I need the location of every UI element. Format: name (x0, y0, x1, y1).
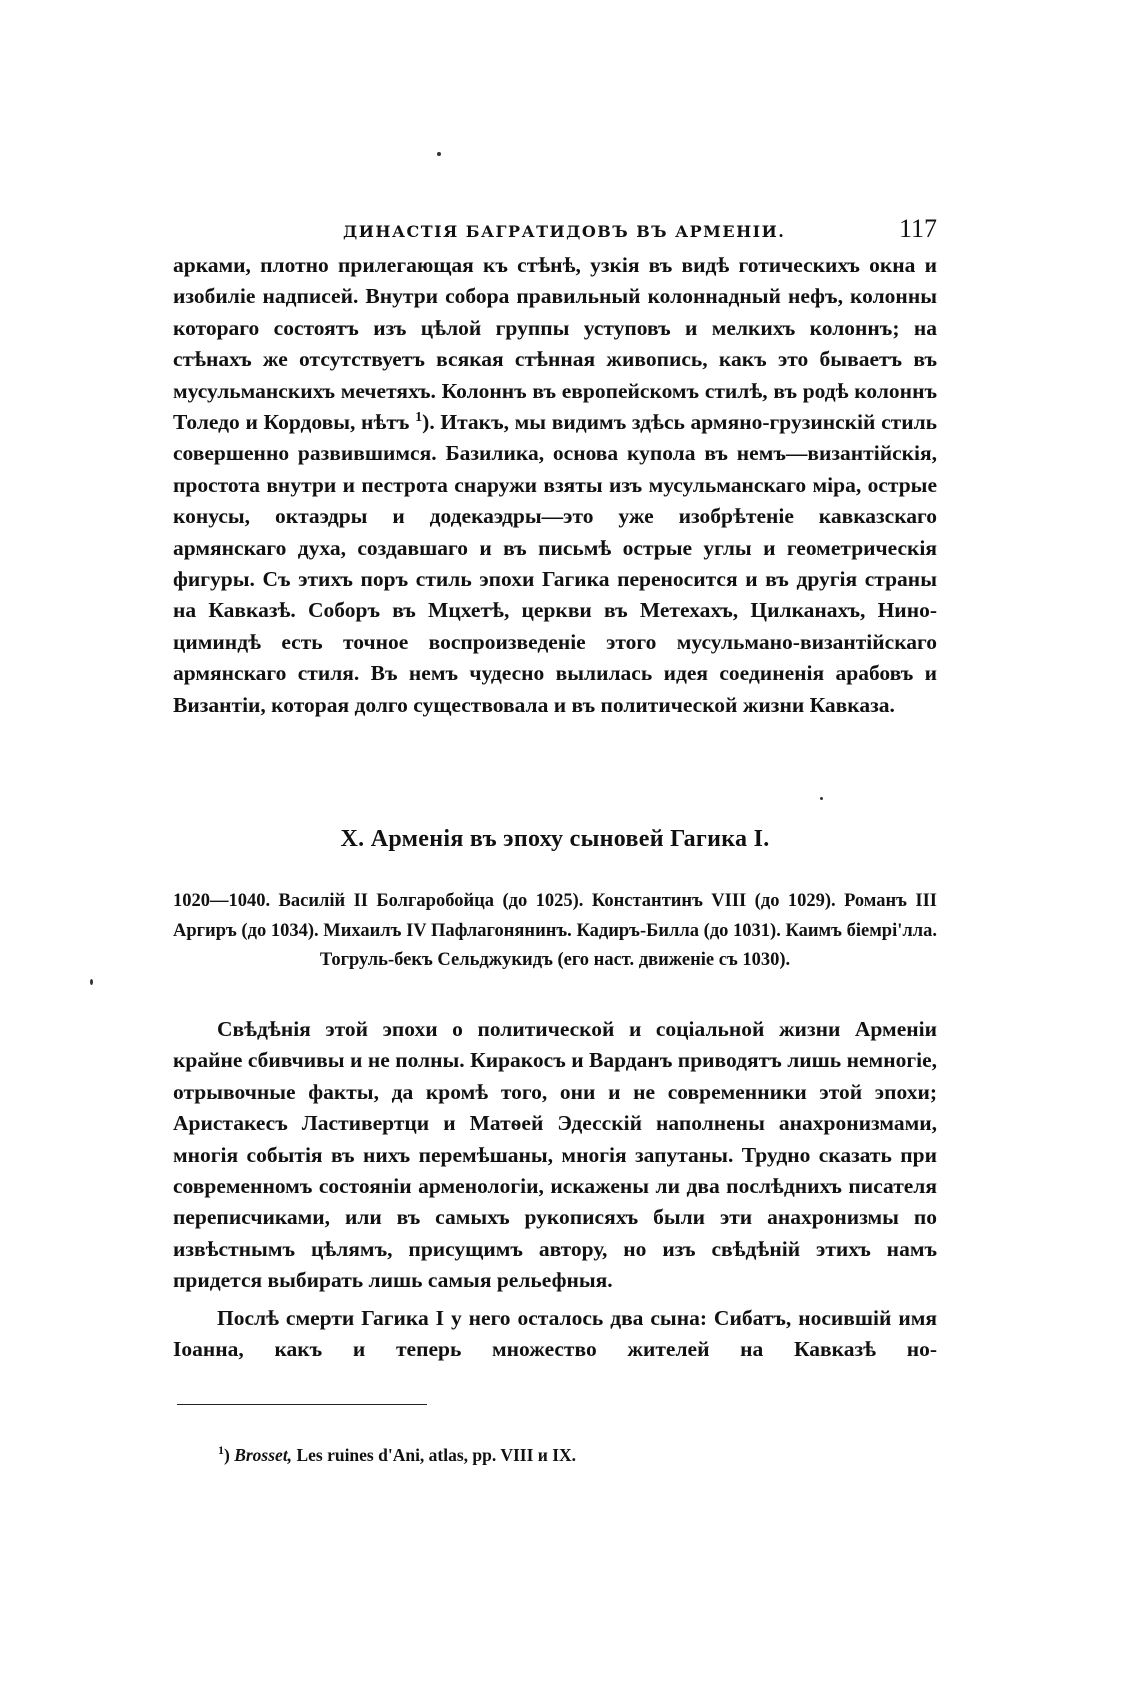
paragraph-sources (173, 1014, 937, 1365)
paragraph-sons-text: Послѣ смерти Гагика I у него осталось два сына: Сибатъ, носившій имя Іоанна, какъ и теперь множество жителей на Кавказѣ но- (173, 1305, 937, 1362)
page-header (173, 214, 937, 254)
footnote-paren: ) (224, 1444, 230, 1465)
footnote-reference: 1 (415, 409, 423, 425)
print-speck-top (437, 152, 441, 156)
paragraph-text (173, 250, 937, 721)
paragraph-text-part2: ). Итакъ, мы видимъ здѣсь армяно-грузинскій стиль совершенно развившимся. Базилика, основа купола въ немъ—византійскія, простота внутри и пестрота снаружи взяты изъ мусульманскаго міра, острые конусы, октаэдры и додекаэдры—это уже изобрѣтеніе кавказскаго армянскаго духа, создавшаго и въ письмѣ острые углы и геометрическія фигуры. Съ этихъ поръ стиль эпохи Гагика переносится и въ другія страны на Кавказѣ. Соборъ въ Мцхетѣ, церкви въ Метехахъ, Цилканахъ, Нино-циминдѣ есть точное воспроизведеніе этого мусульмано-византійскаго армянскаго стиля. Въ немъ чудесно вылилась идея соединенія арабовъ и Византіи, которая долго существовала и въ политической жизни Кавказа. (173, 410, 938, 717)
chronology-summary: 1020—1040. Василій II Болгаробойца (до 1025). Константинъ VIII (до 1029). Романъ III Аргиръ (до 1034). Михаилъ IV Пафлагонянинъ. Кадиръ-Билла (до 1031). Каимъ біемрі'лла. Тогруль-бекъ Сельджукидъ (его наст. движеніе съ 1030). (173, 891, 937, 970)
section-heading: X. Арменія въ эпоху сыновей Гагика I. (340, 826, 770, 852)
footnote-divider (177, 1404, 427, 1405)
paragraph-sources-text: Свѣдѣнія этой эпохи о политической и соціальной жизни Арменіи крайне сбивчивы и не полны. Киракосъ и Варданъ приводятъ лишь немногіе, отрывочные факты, да кромѣ того, они и не современники этой эпохи; Аристакесъ Ластивертци и Матѳей Эдесскій наполнены анахронизмами, многія событія въ нихъ перемѣшаны, многія запутаны. Трудно сказать при современномъ состояніи арменологіи, искажены ли два послѣднихъ писателя переписчиками, или въ самыхъ рукописяхъ были эти анахронизмы по извѣстнымъ цѣлямъ, присущимъ автору, но изъ свѣдѣній этихъ намъ придется выбирать лишь самыя рельефныя. (173, 1017, 937, 1293)
footnote (218, 1443, 576, 1466)
footnote-citation: Les ruines d'Ani, atlas, pp. VIII и IX. (296, 1444, 577, 1465)
print-speck-margin (90, 979, 93, 985)
page-number: 117 (898, 214, 937, 243)
paragraph-text-part1: арками, плотно прилегающая къ стѣнѣ, узкія въ видѣ готическихъ окна и изобиліе надписей. Внутри собора правильный колоннадный нефъ, колонны котораго состоятъ изъ цѣлой группы уступовъ и мелкихъ колоннъ; на стѣнахъ же отсутствуетъ всякая стѣнная живопись, какъ это бываетъ въ мусульманскихъ мечетяхъ. Колоннъ въ европейскомъ стилѣ, въ родѣ колоннъ Толедо и Кордовы, нѣтъ (173, 253, 937, 435)
running-title: ДИНАСТІЯ БАГРАТИДОВЪ ВЪ АРМЕНІИ. (343, 222, 786, 241)
footnote-marker: 1 (218, 1443, 224, 1457)
print-speck-right (820, 797, 823, 800)
footnote-author: Brosset, (234, 1444, 293, 1465)
paragraph-continued (173, 250, 937, 721)
